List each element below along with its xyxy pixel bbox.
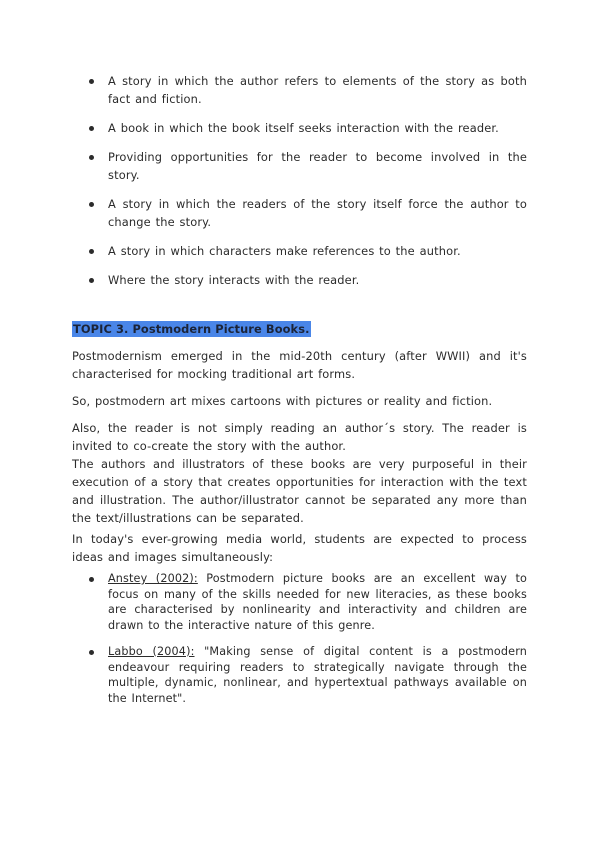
list-item-text: Postmodern picture books are an excellent way to focus on many of the skills needed for new literacies, as these books are characterised by nonlinearity and interactivity and children are drawn to the interactive nature of this genre. [108, 572, 528, 633]
list-item-text: Where the story interacts with the reader. [108, 273, 360, 287]
bullet-icon [89, 249, 94, 254]
list-item [72, 644, 527, 707]
bullet-icon [89, 278, 94, 283]
list-item-text: A story in which the author refers to elements of the story as both fact and fiction. [108, 74, 527, 106]
list-item [72, 72, 527, 108]
paragraph-reader-role: Also, the reader is not simply reading an author´s story. The reader is invited to co-create the story with the author. [72, 421, 527, 453]
paragraph-postmodernism: Postmodernism emerged in the mid-20th century (after WWII) and it's characterised for mocking traditional art forms. [72, 349, 527, 381]
list-item-text: A story in which characters make references to the author. [108, 244, 461, 258]
bullet-icon [89, 577, 94, 582]
bullet-icon [89, 155, 94, 160]
list-item [72, 271, 527, 289]
citation-labbo: Labbo (2004): [108, 644, 195, 658]
bullet-icon [89, 650, 94, 655]
paragraph-media-world: In today's ever-growing media world, students are expected to process ideas and images simultaneously: [72, 532, 527, 564]
list-item [72, 119, 527, 137]
bullet-icon [89, 126, 94, 131]
list-item [72, 195, 527, 231]
list-item [72, 242, 527, 260]
citation-anstey: Anstey (2002): [108, 572, 198, 585]
topic-heading: TOPIC 3. Postmodern Picture Books. [73, 322, 310, 336]
list-item [72, 571, 527, 634]
list-item-text: A story in which the readers of the story itself force the author to change the story. [108, 197, 527, 229]
bullet-icon [89, 79, 94, 84]
list-item-text: A book in which the book itself seeks interaction with the reader. [108, 121, 499, 135]
paragraph-postmodern-art: So, postmodern art mixes cartoons with pictures or reality and fiction. [72, 394, 493, 408]
list-item [72, 148, 527, 184]
paragraph-authors-illustrators: The authors and illustrators of these books are very purposeful in their execution of a story that creates opportunities for interaction with the text and illustration. The author/illustrator cannot be separated any more than the text/illustrations can be separated. [72, 457, 527, 525]
bullet-icon [89, 202, 94, 207]
bullet-list-top [72, 72, 527, 300]
bullet-list-bottom [72, 571, 527, 717]
list-item-text: "Making sense of digital content is a postmodern endeavour requiring readers to strategically navigate through the multiple, dynamic, nonlinear, and hypertextual pathways available on the Internet". [108, 644, 527, 705]
list-item-text: Providing opportunities for the reader to become involved in the story. [108, 150, 527, 182]
